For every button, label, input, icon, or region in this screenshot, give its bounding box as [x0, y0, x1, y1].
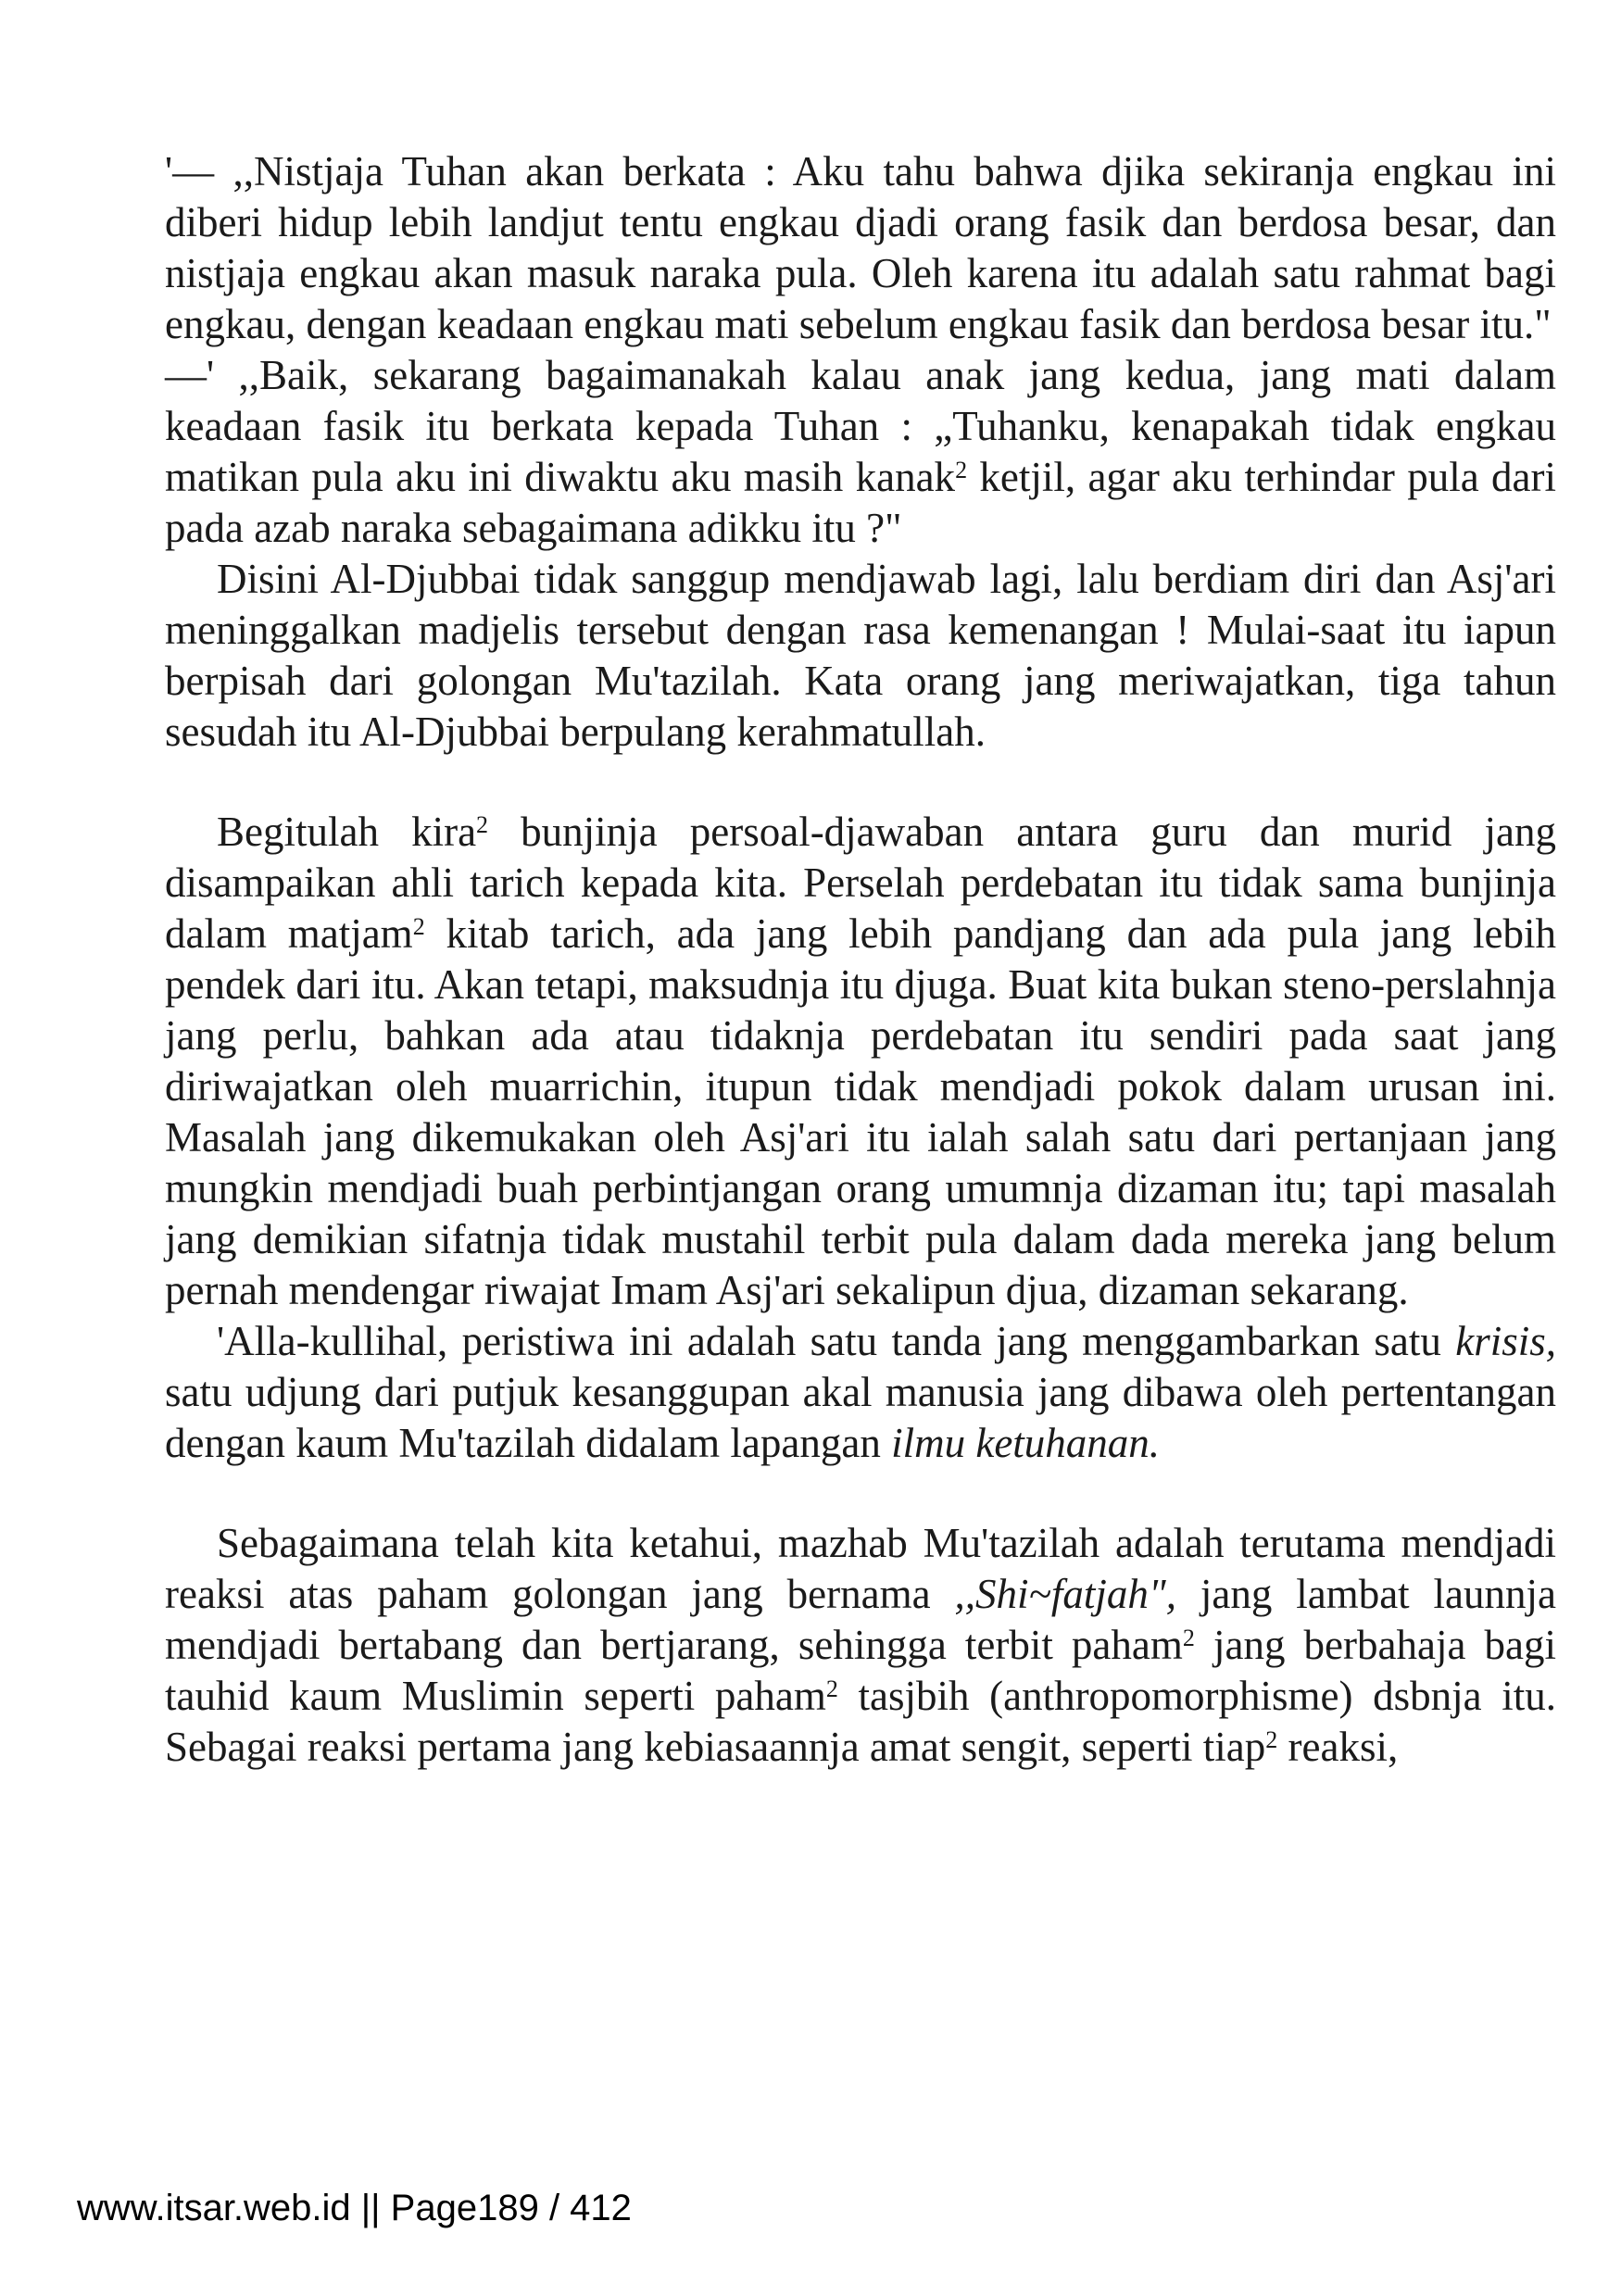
- italic-term-ilmu-ketuhanan: ilmu ketuhanan.: [891, 1420, 1161, 1466]
- repetition-mark: 2: [476, 811, 489, 838]
- text-run: ketjil, agar aku terhindar pula dari pada azab naraka sebagaimana adikku itu ?": [165, 454, 1556, 551]
- italic-term-krisis: krisis,: [1455, 1318, 1556, 1364]
- paragraph-alla-kullihal: [165, 1316, 1556, 1469]
- text-run: bunjinja persoal-djawaban antara guru dan murid jang disampaikan ahli tarich kepada kita. Perselah perdebatan itu tidak sama bunjinja dalam matjam: [165, 809, 1556, 957]
- text-run: Sebagaimana telah kita ketahui, mazhab Mu'tazilah adalah terutama mendjadi reaksi atas paham golongan jang bernama: [165, 1520, 1556, 1617]
- repetition-mark: 2: [1265, 1726, 1278, 1753]
- text-run: —' ,,Baik, sekarang bagaimanakah kalau anak jang kedua, jang mati dalam keadaan fasik itu berkata kepada Tuhan : „Tuhanku, kenapakah tidak engkau matikan pula aku ini diwaktu aku masih kanak: [165, 352, 1556, 500]
- text-run: tasjbih (anthropomorphisme) dsbnja itu. Sebagai reaksi pertama jang kebiasaannja amat sengit, seperti tiap: [165, 1673, 1556, 1770]
- italic-term-shifatjah: ,,Shi~fatjah",: [954, 1571, 1176, 1617]
- repetition-mark: 2: [412, 913, 425, 940]
- paragraph-begitulah: [165, 807, 1556, 1316]
- page-footer: www.itsar.web.id || Page189 / 412: [77, 2188, 632, 2228]
- text-run: 'Alla-kullihal, peristiwa ini adalah satu tanda jang menggambarkan satu: [217, 1318, 1456, 1364]
- text-run: jang lambat launnja mendjadi bertabang dan bertjarang, sehingga terbit paham: [165, 1571, 1556, 1668]
- repetition-mark: 2: [825, 1675, 838, 1702]
- text-run: '— ,,Nistjaja Tuhan akan berkata : Aku tahu bahwa djika sekiranja engkau ini diberi hidup lebih landjut tentu engkau djadi orang fasik dan berdosa besar, dan nistjaja engkau akan masuk naraka pula. Oleh karena itu adalah satu rahmat bagi engkau, dengan keadaan engkau mati sebelum engkau fasik dan berdosa besar itu.": [165, 148, 1556, 347]
- page-body: [165, 146, 1556, 1773]
- paragraph-sebagaimana: [165, 1518, 1556, 1773]
- text-run: kitab tarich, ada jang lebih pandjang dan ada pula jang lebih pendek dari itu. Akan tetapi, maksudnja itu djuga. Buat kita bukan steno-perslahnja jang perlu, bahkan ada atau tidaknja perdebatan itu sendiri pada saat jang diriwajatkan oleh muarrichin, itupun tidak mendjadi pokok dalam urusan ini. Masalah jang dikemukakan oleh Asj'ari itu ialah salah satu dari pertanjaan jang mungkin mendjadi buah perbintjangan orang umumnja dizaman itu; tapi masalah jang demikian sifatnja tidak mustahil terbit pula dalam dada mereka jang belum pernah mendengar riwajat Imam Asj'ari sekalipun djua, dizaman sekarang.: [165, 910, 1556, 1313]
- text-run: Disini Al-Djubbai tidak sanggup mendjawab lagi, lalu berdiam diri dan Asj'ari meninggalkan madjelis tersebut dengan rasa kemenangan ! Mulai-saat itu iapun berpisah dari golongan Mu'tazilah. Kata orang jang meriwajatkan, tiga tahun sesudah itu Al-Djubbai berpulang kerahmatullah.: [165, 556, 1556, 755]
- text-run: satu udjung dari putjuk kesanggupan akal manusia jang dibawa oleh pertentangan dengan kaum Mu'tazilah didalam lapangan: [165, 1369, 1556, 1466]
- text-run: Begitulah kira: [217, 809, 477, 855]
- repetition-mark: 2: [955, 457, 968, 483]
- repetition-mark: 2: [1182, 1625, 1195, 1651]
- paragraph-al-djubbai: [165, 554, 1556, 758]
- paragraph-dialogue-1: [165, 146, 1556, 350]
- text-run: reaksi,: [1277, 1724, 1399, 1770]
- text-run: jang berbahaja bagi tauhid kaum Muslimin seperti paham: [165, 1622, 1556, 1719]
- paragraph-dialogue-2: [165, 350, 1556, 554]
